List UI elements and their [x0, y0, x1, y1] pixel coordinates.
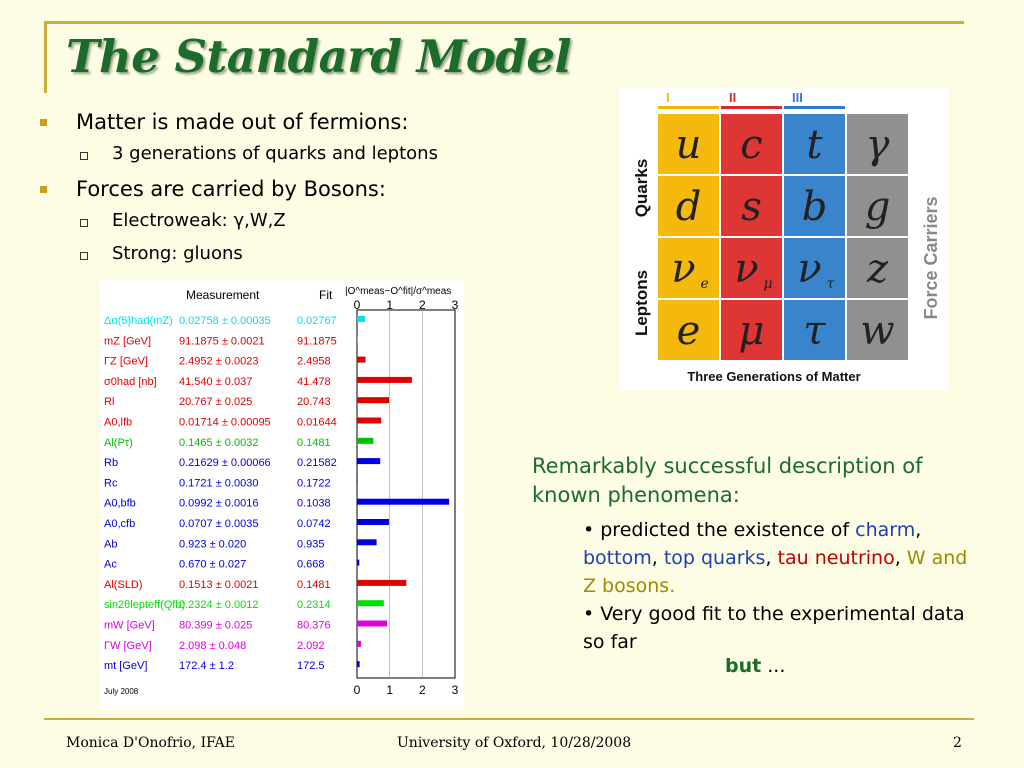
generations-svg [620, 88, 948, 390]
row-measurement: 0.670 ± 0.027 [179, 558, 247, 571]
row-label: Ab [104, 538, 118, 551]
bullet-fermions [40, 108, 600, 136]
particle-symbol: s [741, 184, 762, 230]
good-fit-text: • Very good fit to the experimental data so far [583, 603, 965, 653]
row-measurement: 0.1465 ± 0.0032 [179, 436, 259, 449]
particle-subscript: τ [826, 276, 835, 292]
pull-bar [357, 397, 389, 403]
generation-bar [658, 106, 719, 109]
bullet-marker [40, 119, 47, 126]
bottom-text: bottom [583, 547, 652, 569]
generation-label: III [792, 90, 803, 105]
sub-bullet-electroweak [40, 209, 600, 233]
pull-bar [357, 519, 389, 525]
comma: , [765, 547, 778, 569]
pull-bar [357, 458, 380, 464]
particle-symbol: c [740, 122, 763, 168]
particle-symbol: g [864, 184, 891, 230]
figure-caption: Three Generations of Matter [687, 369, 861, 384]
row-label: Al(SLD) [104, 578, 143, 591]
pull-bar [357, 438, 373, 444]
pull-bar [357, 478, 358, 484]
header-measurement: Measurement [186, 288, 260, 302]
sub-bullet-marker [80, 152, 88, 160]
row-label: Al(Pτ) [104, 436, 133, 449]
tick-label-bottom: 0 [353, 683, 361, 697]
particle-subscript: μ [763, 276, 773, 292]
pull-bar [357, 621, 387, 627]
particle-subscript: e [700, 276, 709, 292]
row-measurement: 0.21629 ± 0.00066 [179, 457, 271, 470]
header-pull: |O^meas−O^fit|/σ^meas [345, 286, 452, 297]
row-fit: 0.01644 [297, 416, 337, 429]
tick-label-bottom: 1 [386, 683, 394, 697]
quarks-label: Quarks [632, 158, 651, 218]
particle-symbol: ν [734, 246, 759, 292]
page-number: 2 [953, 735, 962, 751]
row-fit: 80.376 [297, 619, 331, 632]
row-label: Rb [104, 457, 119, 470]
row-fit: 0.1722 [297, 477, 331, 490]
generation-bar [784, 106, 845, 109]
pull-bar [357, 418, 381, 424]
row-label: Ac [104, 558, 117, 571]
generation-bar [721, 106, 782, 109]
particle-symbol: μ [738, 308, 765, 354]
particle-symbol: b [801, 184, 828, 230]
sub-bullet-strong [40, 242, 600, 266]
predicted-text: • predicted the existence of [583, 519, 856, 541]
sub-bullet-generations [40, 142, 600, 166]
row-label: ΓW [GeV] [104, 639, 152, 652]
row-fit: 0.21582 [297, 457, 337, 470]
sub-bullet-marker [80, 219, 88, 227]
tick-label-top: 3 [451, 298, 459, 312]
tick-label-bottom: 2 [418, 683, 426, 697]
generations-of-matter-figure [620, 88, 948, 390]
row-label: A0,bfb [104, 497, 136, 510]
row-measurement: 0.0707 ± 0.0035 [179, 518, 259, 530]
row-fit: 172.5 [297, 660, 325, 673]
row-fit: 2.4958 [297, 355, 331, 368]
particle-symbol: d [675, 184, 702, 230]
bullet-list [40, 108, 600, 275]
row-fit: 0.668 [297, 558, 325, 571]
leptons-label: Leptons [632, 269, 651, 337]
particle-symbol: ν [671, 246, 696, 292]
row-measurement: 0.923 ± 0.020 [179, 538, 247, 551]
slide-title: The Standard Model [66, 30, 572, 83]
row-measurement: 2.098 ± 0.048 [179, 639, 247, 652]
row-measurement: 0.0992 ± 0.0016 [179, 497, 259, 510]
bullet-text: Matter is made out of fermions: [76, 110, 409, 134]
charm-text: charm [855, 519, 916, 541]
particle-symbol: u [675, 122, 702, 168]
wz-bosons-text: W and Z bosons. [583, 547, 968, 597]
footer-rule [44, 718, 974, 720]
comma: , [915, 519, 922, 541]
row-label: Δα(5)had(mZ) [104, 315, 173, 327]
row-label: A0,cfb [104, 518, 136, 530]
particle-symbol: ν [797, 246, 822, 292]
row-measurement: 20.767 ± 0.025 [179, 396, 253, 409]
row-measurement: 80.399 ± 0.025 [179, 619, 253, 632]
bullet-text: Forces are carried by Bosons: [76, 177, 386, 201]
pull-bar [357, 600, 384, 606]
title-frame-top [44, 21, 964, 24]
row-label: Rc [104, 477, 118, 490]
row-fit: 0.2314 [297, 599, 331, 612]
row-measurement: 0.01714 ± 0.00095 [179, 416, 271, 429]
generation-label: I [666, 90, 670, 105]
pull-bar [357, 580, 406, 586]
row-measurement: 41.540 ± 0.037 [179, 375, 253, 388]
row-fit: 0.1481 [297, 578, 331, 591]
footer-venue: University of Oxford, 10/28/2008 [397, 735, 632, 751]
particle-symbol: w [860, 308, 895, 354]
pull-bar [357, 377, 412, 383]
row-measurement: 0.1513 ± 0.0021 [179, 578, 259, 591]
row-measurement: 0.02758 ± 0.00035 [179, 315, 271, 327]
row-label: mt [GeV] [104, 660, 148, 673]
row-fit: 0.02767 [297, 315, 337, 327]
header-fit: Fit [319, 288, 333, 302]
row-fit: 2.092 [297, 639, 325, 652]
pull-bar [357, 539, 377, 545]
row-measurement: 172.4 ± 1.2 [179, 660, 234, 673]
but-text [725, 655, 785, 677]
force-carriers-label: Force Carriers [921, 196, 941, 320]
row-label: mW [GeV] [104, 619, 155, 632]
row-fit: 41.478 [297, 375, 331, 388]
electroweak-fit-chart [100, 280, 464, 710]
row-fit: 20.743 [297, 396, 331, 409]
row-label: A0,lfb [104, 416, 133, 429]
row-fit: 0.1038 [297, 497, 331, 510]
row-measurement: 0.1721 ± 0.0030 [179, 477, 259, 490]
row-measurement: 91.1875 ± 0.0021 [179, 335, 265, 348]
row-fit: 91.1875 [297, 335, 337, 348]
sub-bullet-marker [80, 252, 88, 260]
comma: , [651, 547, 664, 569]
ellipsis: ... [761, 655, 786, 677]
top-quarks-text: top quarks [663, 547, 766, 569]
row-measurement: 2.4952 ± 0.0023 [179, 355, 259, 368]
particle-symbol: z [866, 246, 889, 292]
description-points [583, 516, 978, 656]
pull-bar [357, 661, 360, 667]
pull-bar [357, 560, 359, 566]
row-fit: 0.935 [297, 538, 325, 551]
tick-label-top: 1 [386, 298, 394, 312]
pull-bar [357, 336, 358, 342]
row-label: Rl [104, 396, 115, 409]
pull-bar [357, 641, 361, 647]
pull-bar [357, 499, 449, 505]
title-frame-left [44, 21, 47, 93]
pull-chart-svg [100, 280, 464, 710]
row-label: sin2θlepteff(Qfb) [104, 599, 186, 612]
row-label: ΓZ [GeV] [104, 355, 148, 368]
sub-bullet-text: Electroweak: γ,W,Z [112, 210, 286, 231]
tick-label-top: 0 [353, 298, 361, 312]
particle-symbol: t [806, 122, 823, 168]
tau-neutrino-text: tau neutrino [777, 547, 895, 569]
tick-label-bottom: 3 [451, 683, 459, 697]
but-word: but [725, 655, 762, 677]
row-measurement: 0.2324 ± 0.0012 [179, 599, 259, 612]
chart-footnote: July 2008 [104, 687, 139, 696]
row-label: mZ [GeV] [104, 335, 152, 348]
particle-symbol: e [676, 308, 701, 354]
tick-label-top: 2 [418, 298, 426, 312]
bullet-marker [40, 186, 47, 193]
description-intro: Remarkably successful description of known phenomena: [532, 454, 923, 507]
comma: , [894, 547, 907, 569]
pull-bar [357, 316, 365, 322]
particle-symbol: γ [865, 122, 890, 168]
row-label: σ0had [nb] [104, 375, 157, 388]
row-fit: 0.0742 [297, 518, 331, 530]
footer-author: Monica D'Onofrio, IFAE [66, 735, 235, 751]
generation-label: II [729, 90, 737, 105]
sub-bullet-text: Strong: gluons [112, 243, 243, 264]
sub-bullet-text: 3 generations of quarks and leptons [112, 143, 438, 164]
pull-bar [357, 357, 365, 363]
particle-symbol: τ [803, 308, 826, 354]
row-fit: 0.1481 [297, 436, 331, 449]
bullet-bosons [40, 175, 600, 203]
